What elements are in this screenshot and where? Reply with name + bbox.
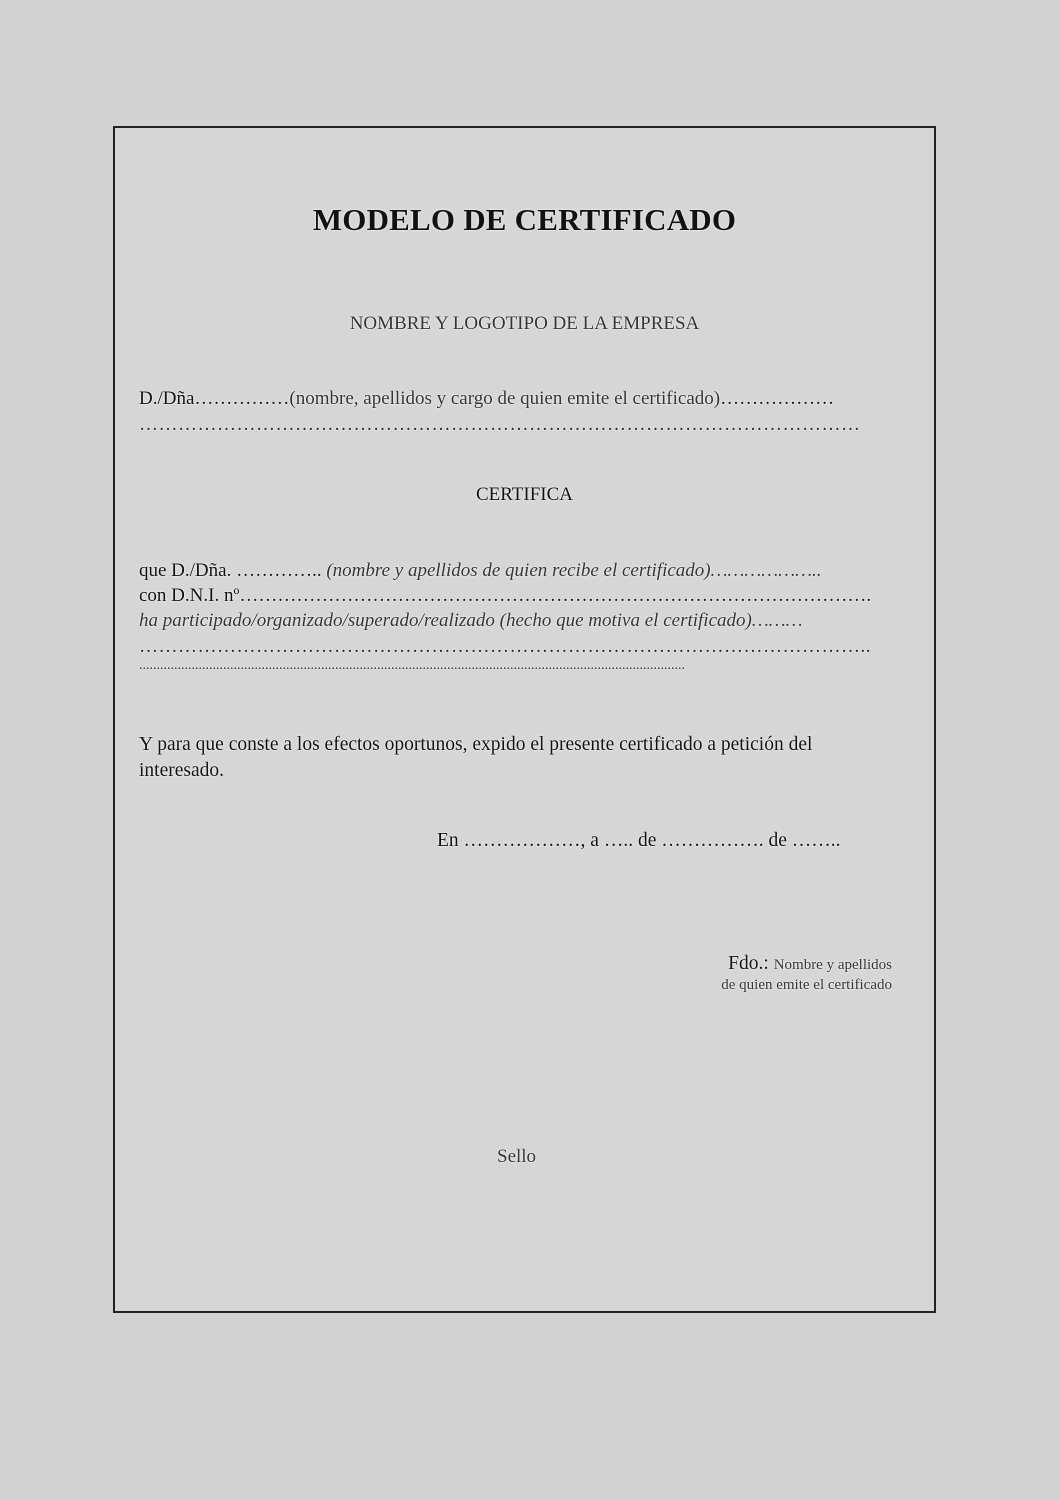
recipient-line	[139, 560, 822, 582]
recipient-prefix: que D./Dña. …………..	[139, 560, 322, 581]
dni-line: con D.N.I. nº……………………………………………………………………………………….	[139, 585, 872, 606]
issuer-suffix: ………………	[720, 388, 835, 409]
fdo-issuer-line: de quien emite el certificado	[721, 977, 892, 993]
date-line: En ………………, a ….. de ……………. de ……..	[437, 830, 841, 851]
recipient-placeholder: (nombre y apellidos de quien recibe el certificado)………………..	[326, 560, 822, 581]
motive-line: ha participado/organizado/superado/realizado (hecho que motiva el certificado)………	[139, 610, 803, 631]
motive-dots-line-2: ............................................................................................................................................................	[139, 658, 685, 673]
stamp-label: Sello	[497, 1146, 537, 1167]
closing-paragraph: Y para que conste a los efectos oportunos, expido el presente certificado a petición del interesado.	[139, 734, 813, 781]
signature-block	[728, 953, 892, 975]
certifica-heading: CERTIFICA	[475, 484, 574, 505]
fdo-name-line: Nombre y apellidos	[773, 957, 892, 973]
motive-dots-line-1: …………………………………………………………………………………………………..	[139, 636, 871, 657]
issuer-line	[139, 388, 834, 410]
issuer-placeholder: (nombre, apellidos y cargo de quien emite el certificado)	[289, 388, 721, 409]
document-title: MODELO DE CERTIFICADO	[312, 202, 737, 237]
issuer-prefix: D./Dña……………	[139, 388, 290, 409]
fdo-label: Fdo.:	[728, 953, 769, 974]
certificate-frame	[113, 126, 936, 1313]
company-name-logo: NOMBRE Y LOGOTIPO DE LA EMPRESA	[349, 313, 700, 334]
issuer-dots-line: …………………………………………………………………………………………………	[139, 414, 861, 435]
